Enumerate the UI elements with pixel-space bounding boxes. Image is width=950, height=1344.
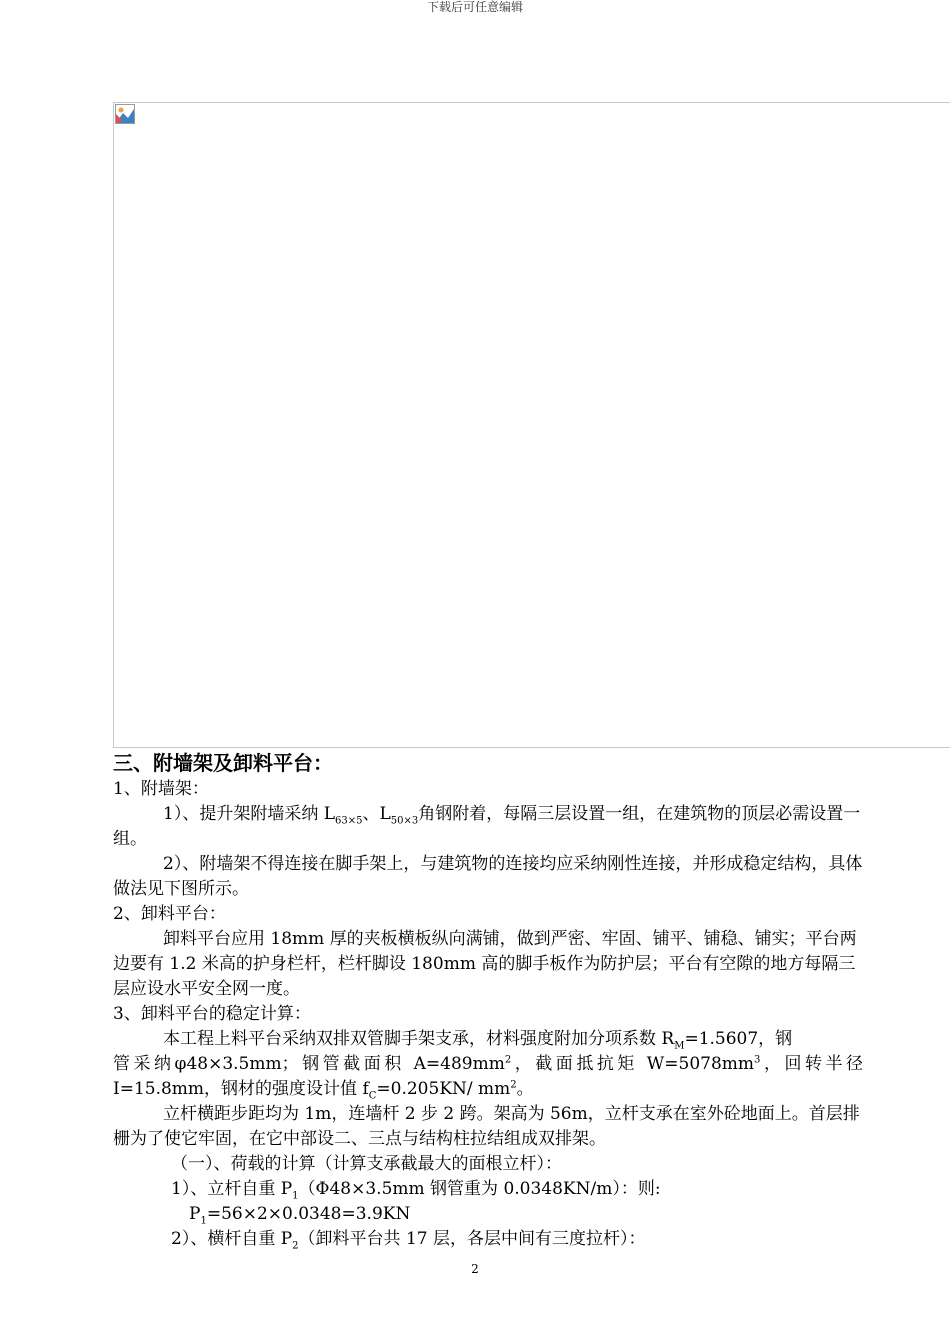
s3-title: 3、卸料平台的稳定计算：	[113, 1004, 311, 1024]
s3-paragraph-2: 立杆横距步距均为 1m，连墙杆 2 步 2 跨。架高为 56m，立杆支承在室外砼地面上。首层排栅为了使它牢固，在它中部设二、三点与结构柱拉结组成双排架。	[113, 1104, 860, 1149]
s3-item-1: 1）、立杆自重 $P_1(\Phi 48\times 3.5mm$ 钢管重为 0.0348KN/m）：则:	[171, 1179, 661, 1202]
section-title: 三、附墙架及卸料平台：	[113, 751, 333, 775]
s1-paragraph-2: 2）、附墙架不得连接在脚手架上，与建筑物的连接均应采纳刚性连接，并形成稳定结构，具体做法见下图所示。	[113, 854, 863, 899]
page-number: 2	[471, 1262, 479, 1276]
s3-formula-1: $P_1=56\times 2\times 0.0348=3.9KN$	[189, 1204, 411, 1227]
s3-paragraph-1-line-1: 本工程上料平台采纳双排双管脚手架支承，材料强度附加分项系数 $R_M=1.5607$，钢	[163, 1029, 793, 1052]
figure-placeholder	[113, 102, 950, 748]
s1-title: 1、附墙架：	[113, 779, 209, 799]
s1-paragraph-1: 1）、提升架附墙采纳 $L_{63\times 5}$、$L_{50\times 3}$角钢附着，每隔三层设置一组，在建筑物的顶层必需设置一组。	[113, 804, 861, 849]
page-header: 下载后可任意编辑	[426, 0, 523, 14]
s3-item-2: 2）、横杆自重 $P_2$（卸料平台共 17 层，各层中间有三度拉杆）：	[171, 1229, 646, 1252]
document-body	[113, 749, 863, 1252]
s3-paragraph-1-line-2: 管采纳φ48×3.5mm；钢管截面积 $A=489mm^2$，截面抵抗矩 $W=5078mm^3$，回转半径	[113, 1054, 864, 1074]
broken-image-icon	[115, 104, 135, 124]
s2-paragraph: 卸料平台应用 18mm 厚的夹板横板纵向满铺，做到严密、牢固、铺平、铺稳、铺实；平台两边要有 1.2 米高的护身栏杆，栏杆脚设 180mm 高的脚手板作为防护层；平台有空隙的地方每隔三层应设水平安全网一度。	[113, 929, 857, 999]
s3-load-heading: （一）、荷载的计算（计算支承截最大的面根立杆）：	[171, 1154, 562, 1174]
s3-paragraph-1-line-3: I=15.8mm，钢材的强度设计值 $f_C=0.205KN/$ $mm^2$。	[113, 1079, 534, 1102]
s2-title: 2、卸料平台：	[113, 904, 226, 924]
